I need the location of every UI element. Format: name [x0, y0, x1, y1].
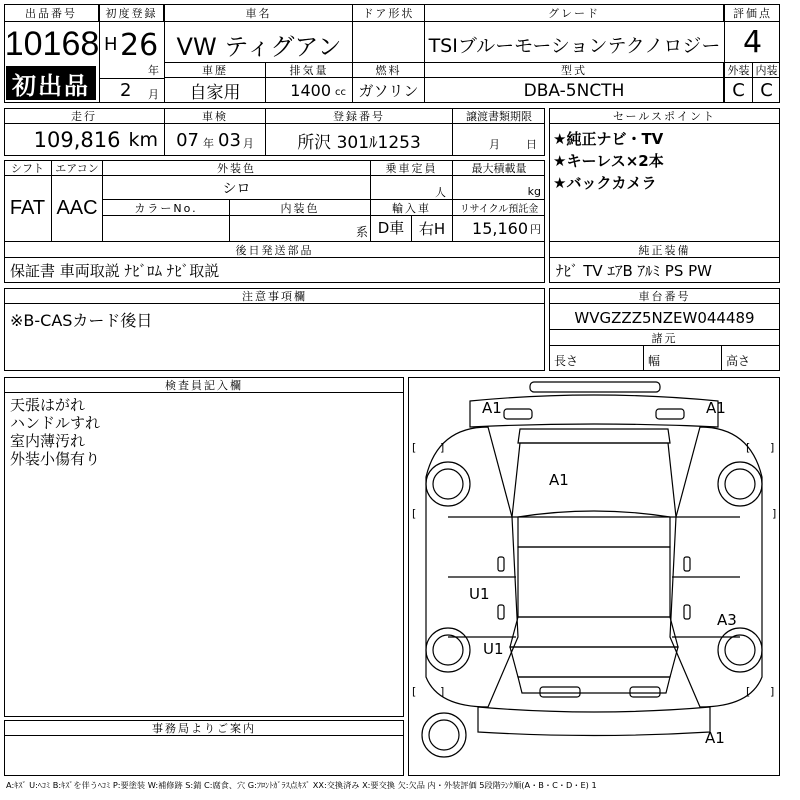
lot-number-label: 出品番号	[4, 4, 99, 22]
svg-text:]: ]	[440, 441, 445, 454]
import-handle: 右H	[418, 220, 446, 238]
displacement-value: 1400	[290, 81, 331, 100]
import-type	[371, 216, 453, 241]
svg-text:]: ]	[440, 685, 445, 698]
transfer-month-unit: 月	[489, 138, 500, 151]
recycle-fee	[453, 216, 545, 241]
svg-text:[: [	[412, 685, 417, 698]
damage-mark: A1	[705, 729, 725, 747]
score: 4	[742, 24, 763, 60]
aircon: AAC	[52, 176, 103, 241]
inspector-note: 天張はがれ	[10, 396, 86, 414]
history-label: 車歴	[165, 62, 266, 78]
office-label: 事務局よりご案内	[4, 720, 404, 736]
max-load-label: 最大積載量	[453, 160, 545, 176]
specs-label: 諸元	[549, 330, 780, 346]
svg-text:]: ]	[772, 507, 777, 520]
damage-mark: A1	[482, 399, 502, 417]
color-no	[103, 216, 230, 241]
inspection-year-unit: 年	[203, 137, 214, 150]
sales-points-label: セールスポイント	[549, 108, 780, 124]
chassis-label: 車台番号	[549, 288, 780, 304]
door-type	[354, 24, 424, 64]
mileage-unit: km	[128, 129, 158, 151]
shift-label: シフト	[4, 160, 52, 176]
fuel: ガソリン	[353, 78, 425, 103]
capacity-unit: 人	[371, 176, 453, 200]
inspector-notes	[10, 396, 100, 468]
first-reg-year-unit: 年	[148, 64, 159, 77]
transfer-label: 譲渡書類期限	[453, 108, 545, 124]
recycle-unit: 円	[530, 222, 541, 236]
model-code: DBA-5NCTH	[425, 78, 724, 103]
length-label: 長さ	[554, 354, 579, 368]
car-name-label: 車名	[165, 4, 353, 22]
transfer-date	[453, 124, 545, 156]
plate-label: 登録番号	[266, 108, 453, 124]
notes: ※B-CASカード後日	[10, 311, 153, 330]
exterior-label: 外装	[725, 62, 753, 78]
inspector-note: 外装小傷有り	[10, 450, 101, 468]
car-name: VW ティグアン	[176, 32, 342, 61]
mileage-label: 走行	[4, 108, 165, 124]
svg-text:[: [	[746, 685, 751, 698]
damage-mark: U1	[469, 585, 490, 603]
first-reg-year: 26	[120, 28, 159, 63]
grade-label: グレード	[425, 4, 724, 22]
svg-text:[: [	[746, 441, 751, 454]
inspection-label: 車検	[165, 108, 266, 124]
exterior-grade: C	[725, 78, 753, 103]
shift: FAT	[4, 176, 52, 241]
damage-mark: A1	[549, 471, 569, 489]
grade: TSIブルーモーションテクノロジー	[428, 34, 721, 57]
svg-text:]: ]	[770, 685, 775, 698]
recycle-value: 15,160	[472, 219, 528, 238]
first-reg-label: 初度登録	[100, 4, 164, 22]
genuine-label: 純正装備	[549, 242, 780, 258]
displacement-label: 排気量	[266, 62, 353, 78]
svg-text:[: [	[412, 441, 417, 454]
first-reg-month: 2	[120, 80, 132, 101]
history: 自家用	[165, 78, 266, 103]
width-label: 幅	[648, 354, 661, 368]
sales-point: ★純正ナビ・TV	[553, 130, 664, 148]
int-color-suffix: 系	[230, 216, 371, 241]
mileage	[4, 124, 165, 156]
import-drive: D車	[371, 216, 412, 241]
notes-label: 注意事項欄	[4, 288, 545, 304]
car-damage-diagram	[408, 377, 780, 776]
displacement	[266, 78, 353, 103]
inspection	[165, 124, 266, 156]
first-reg-month-unit: 月	[148, 88, 159, 101]
color-no-label: カラーNo.	[103, 200, 230, 216]
genuine-equipment: ﾅﾋﾞ TV ｴｱB ｱﾙﾐ PS PW	[556, 262, 712, 280]
inspection-year: 07	[176, 129, 199, 151]
inspection-month-unit: 月	[242, 137, 254, 150]
first-listing-badge: 初出品	[6, 66, 96, 100]
damage-mark: U1	[483, 640, 504, 658]
ext-color-label: 外装色	[103, 160, 371, 176]
svg-text:]: ]	[770, 441, 775, 454]
first-reg-era: H	[104, 34, 118, 55]
int-color-label: 内装色	[230, 200, 371, 216]
inspector-note: 室内薄汚れ	[10, 432, 86, 450]
interior-grade: C	[760, 80, 773, 101]
inspector-label: 検査員記入欄	[4, 377, 404, 393]
damage-mark: A1	[706, 399, 726, 417]
displacement-unit: cc	[335, 87, 346, 98]
transfer-day-unit: 日	[526, 138, 537, 151]
import-label: 輸入車	[371, 200, 453, 216]
inspection-month: 03	[218, 129, 241, 151]
sales-point: ★バックカメラ	[553, 174, 657, 192]
svg-text:[: [	[412, 507, 417, 520]
score-label: 評価点	[725, 4, 780, 22]
model-code-label: 型式	[425, 62, 724, 78]
legend: A:ｷｽﾞ U:ﾍｺﾐ B:ｷｽﾞを伴うﾍｺﾐ P:要塗装 W:補修跡 S:錆 C:腐食、穴 G:ﾌﾛﾝﾄｶﾞﾗｽ点ｷｽﾞ XX:交換済み X:要交換 欠:欠品 内・外装評価 5段階ﾗﾝｸ順(A・B・C・D・E) 1	[6, 780, 597, 790]
later-parts-label: 後日発送部品	[4, 242, 545, 258]
mileage-value: 109,816	[33, 128, 121, 152]
sales-points-list	[553, 128, 778, 194]
aircon-label: エアコン	[52, 160, 103, 176]
lot-number: 10168	[4, 24, 100, 63]
door-label: ドア形状	[353, 4, 425, 22]
height-label: 高さ	[726, 354, 751, 368]
recycle-label: リサイクル預託金	[453, 200, 545, 216]
interior-label: 内装	[753, 62, 780, 78]
max-load-unit: kg	[453, 176, 545, 200]
damage-mark: A3	[717, 611, 737, 629]
sales-point: ★キーレス×2本	[553, 152, 664, 170]
ext-color: シロ	[103, 176, 371, 200]
inspector-note: ハンドルすれ	[10, 414, 101, 432]
chassis-number: WVGZZZ5NZEW044489	[574, 309, 755, 327]
later-parts: 保証書 車両取説 ﾅﾋﾞﾛﾑ ﾅﾋﾞ取説	[10, 262, 220, 280]
plate-number: 所沢 301ﾙ1253	[266, 124, 453, 156]
fuel-label: 燃料	[353, 62, 425, 78]
capacity-label: 乗車定員	[371, 160, 453, 176]
